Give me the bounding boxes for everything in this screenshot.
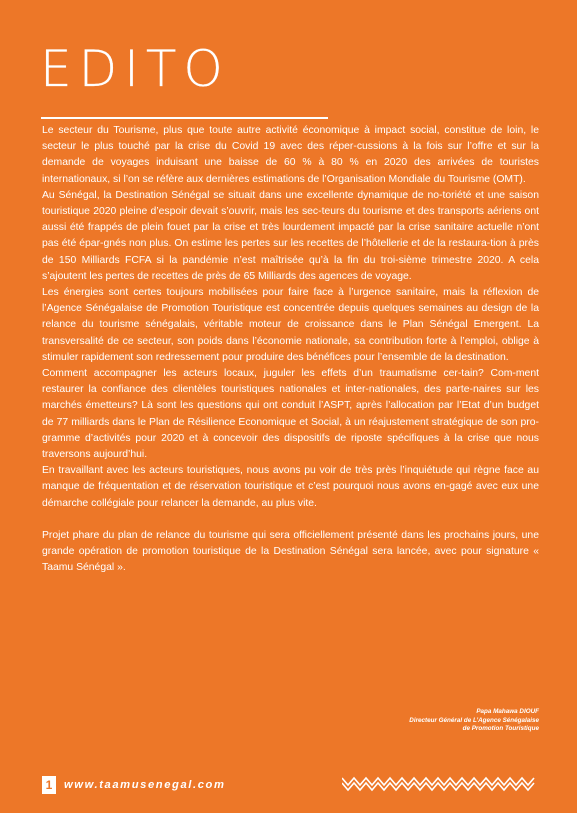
paragraph: Le secteur du Tourisme, plus que toute autre activité économique à impact social, constitue de loin, le secteur le plus touché par la crise du Covid 19 avec des réper-cussions à la fois sur l’offre et sur la demande de voyages induisant une baisse de 60 % à 80 % en 2020 des arrivées de touristes internationaux, si l’on se réfère aux dernières estimations de l’Organisation Mondiale du Tourisme (OMT). [42, 125, 539, 185]
editorial-body [42, 123, 539, 576]
page-title: EDITO [40, 40, 230, 98]
paragraph: En travaillant avec les acteurs touristiques, nous avons pu voir de très près l’inquiétude qui règne face au manque de fréquentation et de réservation touristique et c’est pourquoi nous avons en-gagé avec eux une démarche collégiale pour relancer la demande, au plus vite. [42, 465, 539, 509]
signatory-name: Papa Mahawa DIOUF [476, 708, 539, 715]
paragraph: Au Sénégal, la Destination Sénégal se situait dans une excellente dynamique de no-toriété et une saison touristique 2020 pleine d’espoir devait s’ouvrir, mais les sec-teurs du tourisme et des transports aériens ont aussi été frappés de plein fouet par la crise et très lourdement impacté par la crise sanitaire actuelle n’ont pas été épar-gnés non plus. On estime les pertes sur les recettes de l’hôtellerie et de la restaura-tion à près de 150 Milliards FCFA si la pandémie n’est maîtrisée qu’à la fin du troi-sième trimestre 2020. A cela s’ajoutent les pertes de recettes de près de 65 Milliards des agences de voyage. [42, 189, 539, 282]
title-underline [41, 117, 328, 119]
signatory-role: de Promotion Touristique [462, 725, 539, 733]
zigzag-pattern-icon [342, 774, 538, 792]
page-footer [42, 776, 226, 794]
paragraph: Comment accompagner les acteurs locaux, juguler les effets d’un traumatisme cer-tain? Com-ment restaurer la confiance des clientèles touristiques nationales et inter-nationales, des parte-naires sur les marchés émetteurs? Là sont les questions qui ont conduit l’ASPT, après l’allocation par l’Etat d’un budget de 77 milliards dans le Plan de Résilience Economique et Social, à un réajustement stratégique de son pro-gramme d’activités pour 2020 et à concevoir des dispositifs de riposte spécifiques à la crise que nous traversons aujourd’hui. [42, 368, 539, 461]
website-link[interactable]: www.taamusenegal.com [64, 779, 226, 791]
paragraph: Les énergies sont certes toujours mobilisées pour faire face à l’urgence sanitaire, mais la réflexion de l’Agence Sénégalaise de Promotion Touristique est concentrée depuis quelques semaines au design de la relance du tourisme sénégalais, véritable moteur de croissance dans le Plan Sénégal Emergent. La transversalité de ce secteur, son poids dans l’économie nationale, sa contribution forte à l’emploi, oblige à stimuler rapidement son redressement pour produire des bénéfices pour l’ensemble de la destination. [42, 287, 539, 363]
paragraph: Projet phare du plan de relance du tourisme qui sera officiellement présenté dans les prochains jours, une grande opération de promotion touristique de la Destination Sénégal sera lancée, avec pour signature « Taamu Sénégal ». [42, 529, 539, 574]
signature-block [409, 708, 539, 734]
signatory-role: Directeur Général de L’Agence Sénégalaise [409, 716, 539, 724]
page-number: 1 [42, 776, 56, 794]
